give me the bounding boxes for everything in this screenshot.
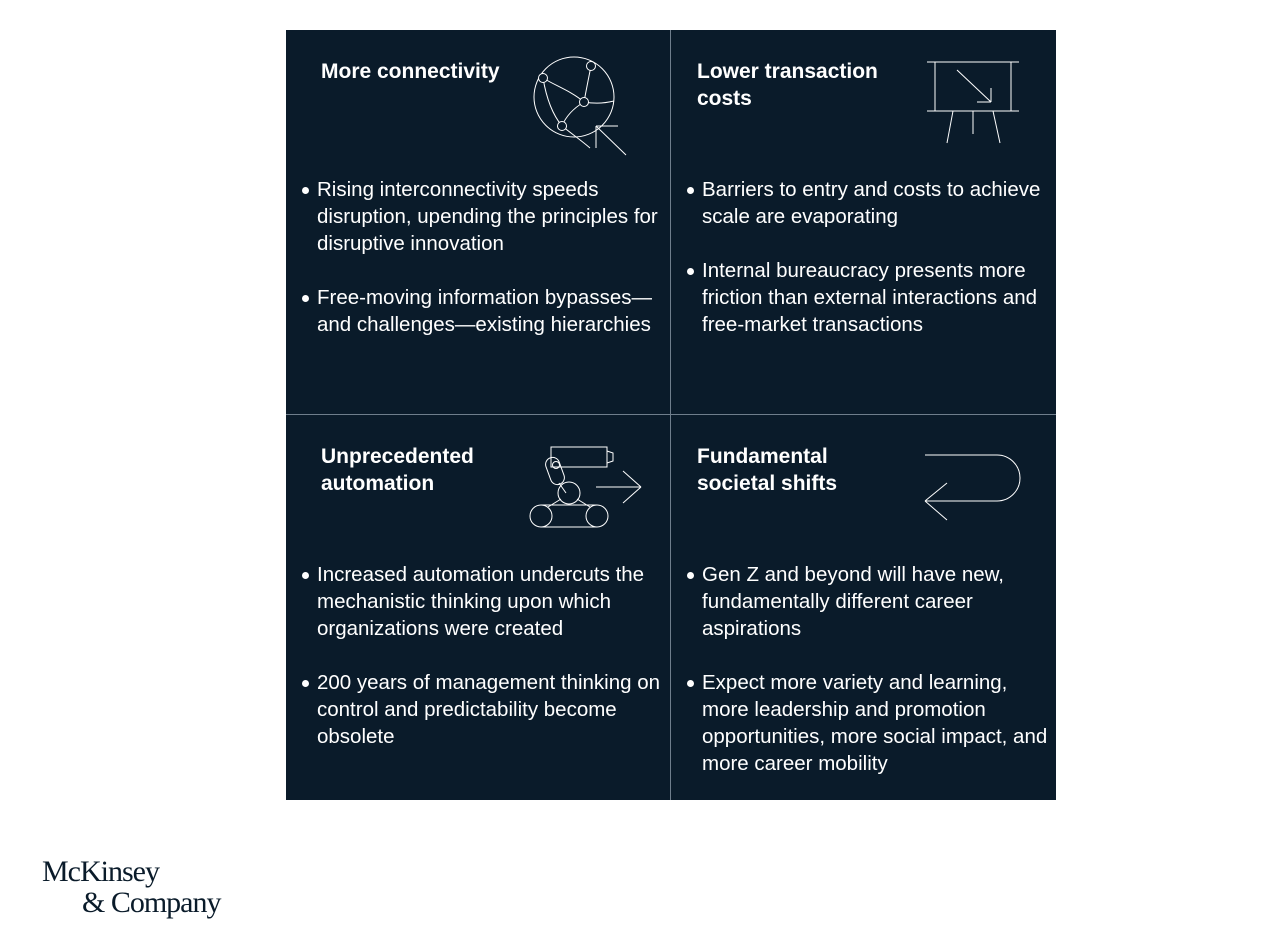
network-icon: [526, 56, 646, 156]
bullet-item: Internal bureaucracy presents more friction than external interactions and free-market transactions: [685, 257, 1050, 338]
quadrant-lower-transaction-costs: [671, 30, 1055, 414]
mckinsey-logo: [42, 856, 221, 918]
robot-arm-icon: [526, 441, 646, 541]
bullet-item: Increased automation undercuts the mechanistic thinking upon which organizations were created: [300, 561, 665, 642]
quadrant-title: Lower transaction costs: [697, 60, 878, 110]
bullet-list: [685, 561, 1050, 804]
bullet-item: Gen Z and beyond will have new, fundamentally different career aspirations: [685, 561, 1050, 642]
quadrant-fundamental-societal-shifts: [671, 415, 1055, 799]
bullet-list: [685, 176, 1050, 365]
bullet-list: [300, 561, 665, 777]
quadrant-unprecedented-automation: [286, 415, 670, 799]
quadrant-grid: [286, 30, 1056, 800]
presentation-board-icon: [911, 56, 1031, 156]
quadrant-more-connectivity: [286, 30, 670, 414]
bullet-item: Free-moving information bypasses—and challenges—existing hierarchies: [300, 284, 665, 338]
logo-line-1: McKinsey: [42, 855, 159, 888]
quadrant-title: Fundamental societal shifts: [697, 445, 838, 495]
quadrant-title: Unprecedented automation: [321, 445, 474, 495]
bullet-item: Expect more variety and learning, more leadership and promotion opportunities, more social impact, and more career mobility: [685, 669, 1050, 777]
bullet-list: [300, 176, 665, 365]
bullet-item: 200 years of management thinking on control and predictability become obsolete: [300, 669, 665, 750]
bullet-item: Rising interconnectivity speeds disruption, upending the principles for disruptive innovation: [300, 176, 665, 257]
quadrant-title: More connectivity: [321, 60, 500, 83]
return-arrow-icon: [911, 441, 1031, 541]
bullet-item: Barriers to entry and costs to achieve scale are evaporating: [685, 176, 1050, 230]
logo-line-2: & Company: [82, 886, 221, 919]
